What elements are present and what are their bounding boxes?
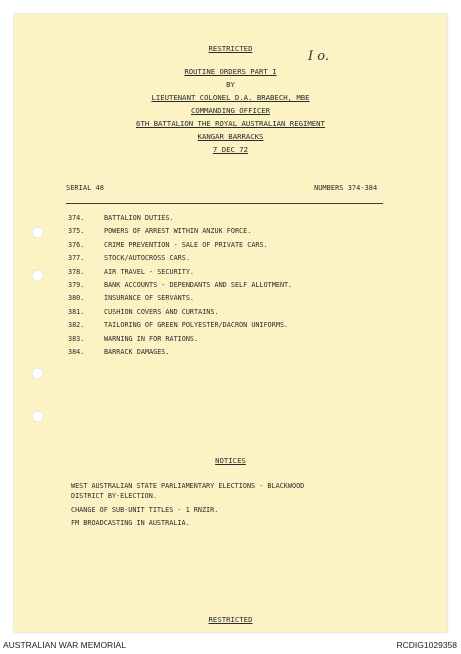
notice-item: DISTRICT BY-ELECTION. [71, 492, 157, 500]
punch-hole [32, 227, 43, 238]
header-by: BY [226, 80, 235, 89]
list-item: 374. BATTALION DUTIES. [68, 214, 174, 222]
list-item: 378. AIR TRAVEL - SECURITY. [68, 268, 195, 276]
punch-hole [32, 270, 43, 281]
serial-label: SERIAL 48 [66, 184, 104, 192]
list-item: 380. INSURANCE OF SERVANTS. [68, 294, 195, 302]
header-location: KANGAR BARRACKS [197, 132, 264, 141]
notices-heading: NOTICES [215, 456, 246, 465]
notice-item: WEST AUSTRALIAN STATE PARLIAMENTARY ELECTIONS - BLACKWOOD [71, 482, 305, 490]
list-item: 382. TAILORING OF GREEN POLYESTER/DACRON UNIFORMS. [68, 321, 289, 329]
punch-hole [32, 368, 43, 379]
notice-item: FM BROADCASTING IN AUSTRALIA. [71, 519, 190, 527]
punch-hole [32, 411, 43, 422]
list-item: 379. BANK ACCOUNTS - DEPENDANTS AND SELF ALLOTMENT. [68, 281, 293, 289]
numbers-label: NUMBERS 374-384 [314, 184, 378, 192]
list-item: 377. STOCK/AUTOCROSS CARS. [68, 254, 190, 262]
list-item: 384. BARRACK DAMAGES. [68, 348, 170, 356]
handwritten-mark: I o. [308, 49, 329, 64]
archive-footer [0, 634, 461, 654]
list-item: 383. WARNING IN FOR RATIONS. [68, 335, 199, 343]
archive-name: AUSTRALIAN WAR MEMORIAL [3, 640, 126, 650]
list-item: 375. POWERS OF ARREST WITHIN ANZUK FORCE. [68, 227, 252, 235]
divider [66, 203, 383, 204]
archive-id: RCDIG1029358 [396, 640, 457, 650]
classification-top: RESTRICTED [208, 44, 253, 53]
header-officer-name: LIEUTENANT COLONEL D.A. BRABECH, MBE [151, 93, 310, 102]
classification-bottom: RESTRICTED [208, 615, 253, 624]
header-date: 7 DEC 72 [212, 145, 249, 154]
list-item: 376. CRIME PREVENTION - SALE OF PRIVATE CARS. [68, 241, 268, 249]
list-item: 381. CUSHION COVERS AND CURTAINS. [68, 308, 219, 316]
header-officer-role: COMMANDING OFFICER [190, 106, 271, 115]
notice-item: CHANGE OF SUB-UNIT TITLES - 1 RNZIR. [71, 506, 219, 514]
header-title: ROUTINE ORDERS PART I [184, 67, 277, 76]
header-unit: 6TH BATTALION THE ROYAL AUSTRALIAN REGIMENT [136, 119, 325, 128]
